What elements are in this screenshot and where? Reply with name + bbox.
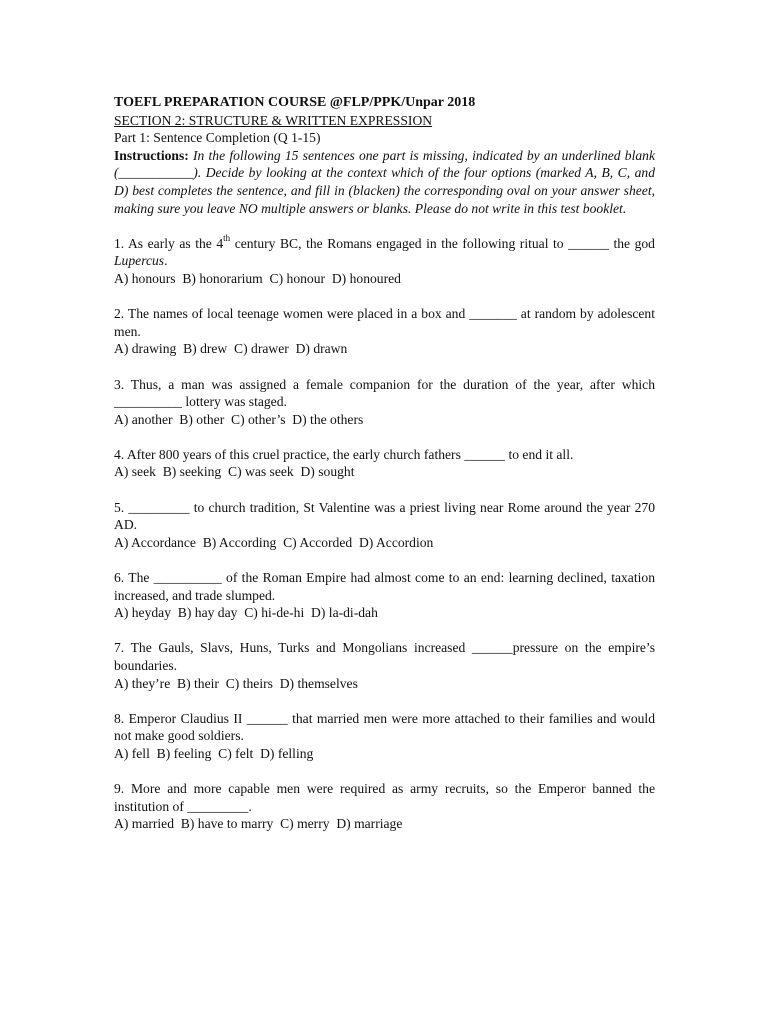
question-stem: 4. After 800 years of this cruel practice, the early church fathers ______ to end it all. [114, 446, 574, 462]
instructions [114, 147, 655, 217]
question-stem: 2. The names of local teenage women were placed in a box and _______ at random by adolescent men. [114, 306, 655, 339]
question-options: A) another B) other C) other’s D) the others [114, 411, 364, 427]
question-8 [114, 710, 655, 763]
course-title: TOEFL PREPARATION COURSE @FLP/PPK/Unpar 2018 [114, 95, 476, 110]
question-options: A) drawing B) drew C) drawer D) drawn [114, 341, 348, 357]
instructions-text: In the following 15 sentences one part is missing, indicated by an underlined blank (___________). Decide by looking at the context which of the four options (marked A, B, C, and D) best completes the sentence, and fill in (blacken) the corresponding oval on your answer sheet, making sure you leave NO multiple answers or blanks. Please do not write in this test booklet. [114, 147, 655, 216]
stem-superscript: th [223, 233, 231, 244]
question-stem: 5. _________ to church tradition, St Valentine was a priest living near Rome around the year 270 AD. [114, 499, 655, 533]
question-options: A) honours B) honorarium C) honour D) honoured [114, 270, 401, 286]
question-4 [114, 446, 655, 481]
question-6 [114, 569, 655, 622]
question-options: A) seek B) seeking C) was seek D) sought [114, 464, 355, 480]
question-options: A) they’re B) their C) theirs D) themselves [114, 675, 358, 691]
question-stem: 3. Thus, a man was assigned a female companion for the duration of the year, after which __________ lottery was staged. [114, 376, 655, 410]
question-1 [114, 235, 655, 288]
question-options: A) married B) have to marry C) merry D) marriage [114, 816, 403, 832]
question-stem: 9. More and more capable men were required as army recruits, so the Emperor banned the institution of _________. [114, 781, 655, 814]
stem-part: 1. As early as the 4 [114, 235, 224, 251]
test-page [114, 94, 655, 833]
question-stem: 8. Emperor Claudius II ______ that married men were more attached to their families and would not make good soldiers. [114, 710, 655, 744]
question-7 [114, 639, 655, 692]
question-stem [114, 235, 655, 270]
question-3 [114, 376, 655, 429]
stem-part: century BC, the Romans engaged in the following ritual to ______ the god [230, 235, 655, 251]
part-heading: Part 1: Sentence Completion (Q 1-15) [114, 130, 321, 146]
question-5 [114, 499, 655, 552]
question-options: A) fell B) feeling C) felt D) felling [114, 745, 314, 761]
stem-italic: Lupercus [114, 253, 165, 269]
question-stem: 6. The __________ of the Roman Empire had almost come to an end: learning declined, taxation increased, and trade slumped. [114, 570, 655, 603]
question-stem: 7. The Gauls, Slavs, Huns, Turks and Mongolians increased ______pressure on the empire’s boundaries. [114, 640, 655, 673]
question-options: A) Accordance B) According C) Accorded D) Accordion [114, 534, 434, 550]
section-heading: SECTION 2: STRUCTURE & WRITTEN EXPRESSION [114, 112, 433, 128]
instructions-label: Instructions: [114, 147, 189, 163]
question-2 [114, 305, 655, 358]
stem-part: . [164, 253, 168, 269]
question-options: A) heyday B) hay day C) hi-de-hi D) la-di-dah [114, 605, 378, 621]
question-9 [114, 780, 655, 833]
